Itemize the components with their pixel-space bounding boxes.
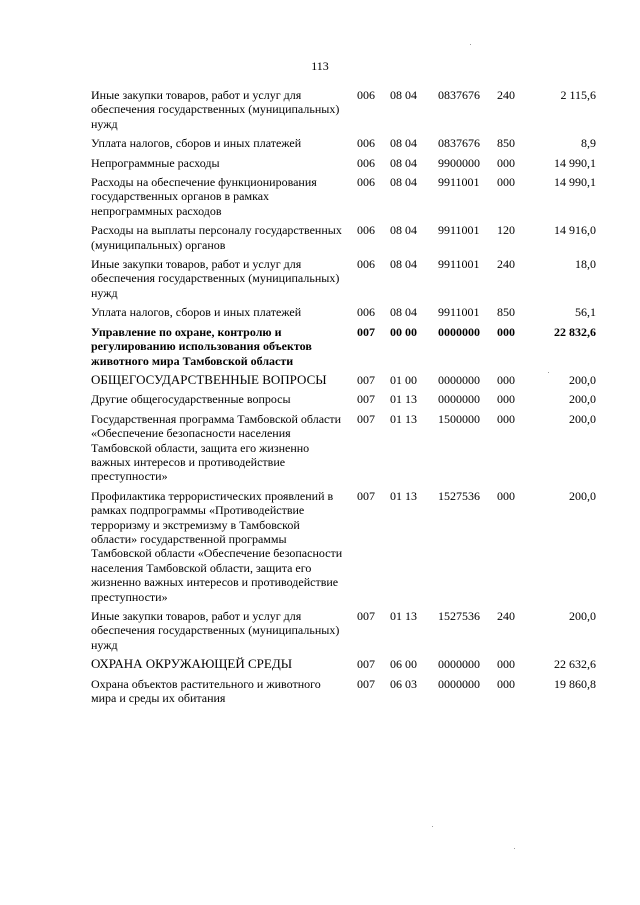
- row-amount: 14 916,0: [554, 223, 596, 238]
- row-name: Профилактика террористических проявлений в рамках подпрограммы «Противодействие терроризму и экстремизму в Тамбовской области» государственной программы Тамбовской области «Обеспечение безопасности населения Тамбовской области, защита его жизненно важных интересов и противодействие преступности»: [91, 488, 343, 604]
- row-article-code: 9911001: [438, 175, 480, 190]
- page-number: 113: [311, 59, 329, 73]
- table-row: [0, 136, 640, 150]
- row-name: Охрана объектов растительного и животного мира и среды их обитания: [91, 676, 321, 706]
- table-row: [0, 175, 640, 218]
- row-ministry-code: 007: [357, 657, 375, 672]
- row-section-code: 08 04: [390, 223, 417, 238]
- row-ministry-code: 006: [357, 257, 375, 272]
- row-name: Уплата налогов, сборов и иных платежей: [91, 136, 302, 151]
- row-name: Государственная программа Тамбовской области «Обеспечение безопасности населения Тамбовской области, защита его жизненно важных интересов и противодействие преступности»: [91, 411, 342, 484]
- row-section-code: 08 04: [390, 305, 417, 320]
- table-row: [0, 489, 640, 604]
- row-ministry-code: 007: [357, 392, 375, 407]
- row-article-code: 0000000: [438, 657, 480, 672]
- row-ministry-code: 006: [357, 305, 375, 320]
- row-section-code: 01 13: [390, 609, 417, 623]
- row-amount: 22 632,6: [554, 657, 596, 672]
- row-expense-type-code: 240: [497, 257, 515, 272]
- row-section-code: 06 00: [390, 657, 417, 672]
- row-amount: 200,0: [569, 392, 596, 407]
- row-section-code: 01 13: [390, 488, 417, 503]
- row-name: Иные закупки товаров, работ и услуг для обеспечения государственных (муниципальных) нужд: [91, 609, 340, 652]
- table-row: [0, 392, 640, 406]
- row-name: Непрограммные расходы: [91, 155, 220, 170]
- table-row: [0, 223, 640, 252]
- table-row: [0, 88, 640, 131]
- row-expense-type-code: 000: [497, 488, 515, 503]
- scan-speck: [432, 826, 433, 827]
- row-section-code: 08 04: [390, 136, 417, 151]
- row-article-code: 1527536: [438, 488, 480, 503]
- table-row: [0, 677, 640, 706]
- row-section-code: 01 13: [390, 411, 417, 426]
- table-row: [0, 305, 640, 319]
- row-article-code: 0000000: [438, 372, 480, 387]
- table-row: [0, 156, 640, 170]
- row-section-code: 08 04: [390, 175, 417, 190]
- row-section-code: 01 00: [390, 372, 417, 387]
- row-amount: 19 860,8: [554, 676, 596, 691]
- row-article-code: 1500000: [438, 411, 480, 426]
- row-ministry-code: 007: [357, 676, 375, 691]
- row-expense-type-code: 000: [497, 372, 515, 387]
- row-amount: 56,1: [575, 305, 596, 320]
- row-ministry-code: 007: [357, 609, 375, 623]
- row-article-code: 0837676: [438, 136, 480, 151]
- table-row: [0, 609, 640, 652]
- row-ministry-code: 006: [357, 88, 375, 102]
- row-article-code: 9911001: [438, 257, 480, 272]
- row-section-code: 08 04: [390, 257, 417, 272]
- row-amount: 2 115,6: [560, 88, 596, 102]
- row-section-code: 00 00: [390, 324, 417, 339]
- scan-speck: [470, 44, 471, 45]
- row-section-code: 01 13: [390, 392, 417, 407]
- row-article-code: 9900000: [438, 155, 480, 170]
- row-expense-type-code: 120: [497, 223, 515, 238]
- row-article-code: 0000000: [438, 392, 480, 407]
- row-amount: 200,0: [569, 411, 596, 426]
- row-amount: 18,0: [575, 257, 596, 272]
- row-amount: 8,9: [581, 136, 596, 151]
- row-ministry-code: 006: [357, 136, 375, 151]
- row-name: ОБЩЕГОСУДАРСТВЕННЫЕ ВОПРОСЫ: [91, 371, 327, 387]
- row-section-code: 08 04: [390, 88, 417, 102]
- row-expense-type-code: 000: [497, 657, 515, 672]
- row-expense-type-code: 850: [497, 305, 515, 320]
- row-expense-type-code: 000: [497, 175, 515, 190]
- row-section-code: 08 04: [390, 155, 417, 170]
- row-name: Иные закупки товаров, работ и услуг для обеспечения государственных (муниципальных) нужд: [91, 257, 340, 300]
- row-ministry-code: 006: [357, 175, 375, 190]
- row-article-code: 1527536: [438, 609, 480, 623]
- row-name: Расходы на выплаты персоналу государственных (муниципальных) органов: [91, 223, 342, 252]
- row-name: Иные закупки товаров, работ и услуг для обеспечения государственных (муниципальных) нужд: [91, 88, 340, 131]
- row-ministry-code: 007: [357, 411, 375, 426]
- row-ministry-code: 006: [357, 155, 375, 170]
- row-amount: 14 990,1: [554, 175, 596, 190]
- row-expense-type-code: 000: [497, 324, 515, 339]
- row-amount: 200,0: [569, 488, 596, 503]
- row-expense-type-code: 000: [497, 155, 515, 170]
- row-name: Управление по охране, контролю и регулированию использования объектов животного мира Тамбовской области: [91, 324, 312, 368]
- table-row: [0, 412, 640, 484]
- row-name: ОХРАНА ОКРУЖАЮЩЕЙ СРЕДЫ: [91, 656, 293, 672]
- scan-speck: [514, 848, 515, 849]
- row-name: Уплата налогов, сборов и иных платежей: [91, 305, 302, 320]
- row-expense-type-code: 000: [497, 676, 515, 691]
- row-expense-type-code: 240: [497, 88, 515, 102]
- row-expense-type-code: 000: [497, 411, 515, 426]
- row-name: Другие общегосударственные вопросы: [91, 392, 291, 407]
- table-row: [0, 373, 640, 387]
- budget-table: [0, 88, 640, 710]
- table-row: [0, 325, 640, 368]
- row-article-code: 9911001: [438, 223, 480, 238]
- row-expense-type-code: 240: [497, 609, 515, 623]
- row-expense-type-code: 850: [497, 136, 515, 151]
- row-amount: 14 990,1: [554, 155, 596, 170]
- scan-speck: [548, 372, 549, 373]
- row-amount: 200,0: [569, 609, 596, 623]
- row-amount: 22 832,6: [554, 324, 596, 339]
- row-article-code: 9911001: [438, 305, 480, 320]
- row-amount: 200,0: [569, 372, 596, 387]
- row-expense-type-code: 000: [497, 392, 515, 407]
- row-ministry-code: 007: [357, 372, 375, 387]
- row-article-code: 0837676: [438, 88, 480, 102]
- row-ministry-code: 006: [357, 223, 375, 238]
- row-ministry-code: 007: [357, 324, 375, 339]
- table-row: [0, 657, 640, 671]
- row-name: Расходы на обеспечение функционирования государственных органов в рамках непрограммных расходов: [91, 175, 317, 218]
- table-row: [0, 257, 640, 300]
- row-article-code: 0000000: [438, 676, 480, 691]
- row-section-code: 06 03: [390, 676, 417, 691]
- row-article-code: 0000000: [438, 324, 480, 339]
- row-ministry-code: 007: [357, 488, 375, 503]
